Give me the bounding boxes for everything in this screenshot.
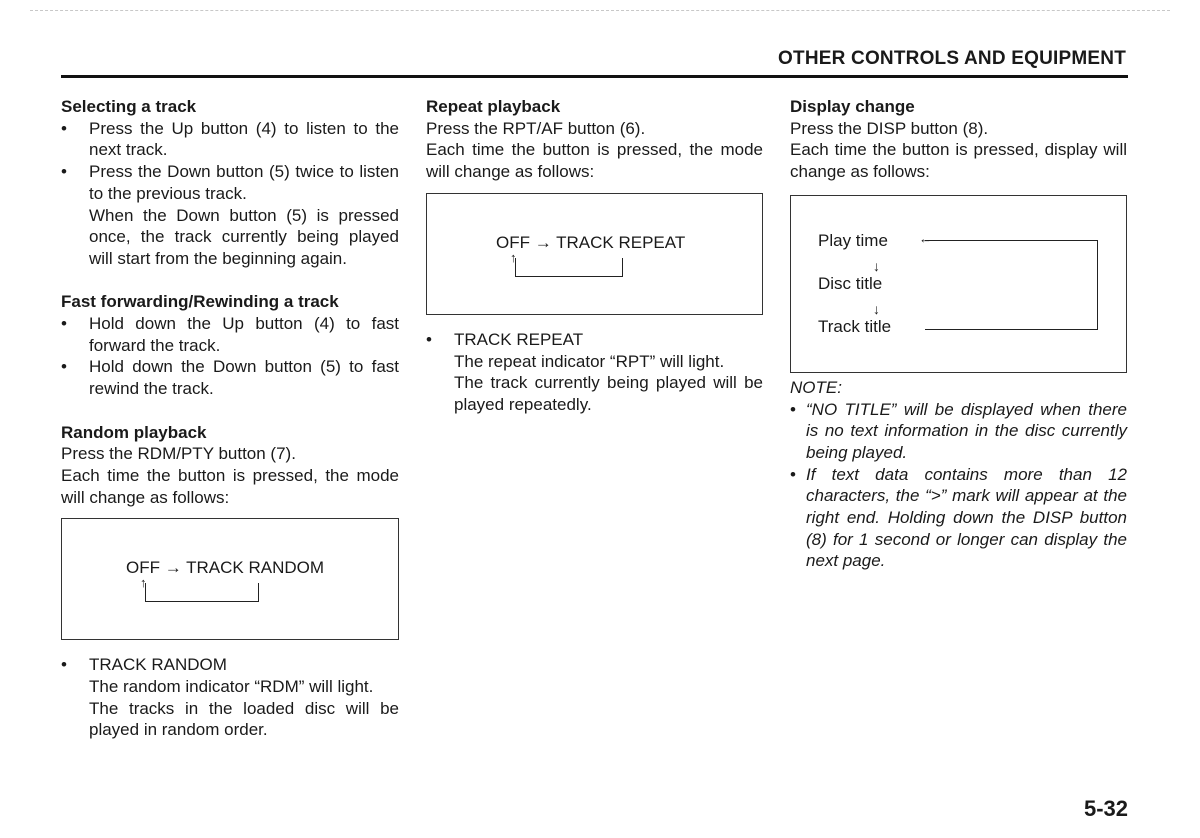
random-instruction-mode: Each time the button is pressed, the mode will change as follows: [61,465,399,507]
list-item [61,356,399,399]
list-item [790,464,1127,573]
column-3 [790,96,1127,572]
arrow-up-icon: ↑ [510,249,517,265]
display-item-track-title: Track title [818,316,892,336]
scan-edge-marks [30,10,1170,13]
section-title-fast: Fast forwarding/Rewinding a track [61,292,339,312]
repeat-mode-flow: OFF → TRACK REPEAT [496,232,686,252]
loop-line [515,258,623,277]
arrow-down-icon: ↓ [873,257,880,274]
list-item [61,313,399,356]
display-item-play-time: Play time [818,230,888,250]
bullet-continuation: The random indicator “RDM” will light. [89,677,374,697]
display-instruction: Press the DISP button (8). [790,118,989,138]
list-item [61,118,399,161]
display-item-disc-title: Disc title [818,273,883,293]
repeat-instruction: Press the RPT/AF button (6). [426,118,646,138]
bullet-text: Hold down the Up button (4) to fast forward the track. [89,314,399,355]
bullet-continuation: The repeat indicator “RPT” will light. [454,351,725,371]
section-title-display: Display change [790,97,915,116]
column-1 [61,96,399,741]
bullet-dot: • [790,464,796,484]
repeat-mode-diagram [426,193,763,315]
page-number: 5-32 [1083,796,1128,821]
arrow-down-icon: ↓ [873,300,880,317]
column-2 [426,96,763,416]
random-mode-diagram [61,518,399,640]
bullet-text: TRACK RANDOM [89,655,227,675]
random-mode-flow: OFF → TRACK RANDOM [126,558,325,578]
note-title: NOTE: [790,377,842,397]
repeat-instruction-mode: Each time the button is pressed, the mode will change as follows: [426,140,763,182]
note-text: If text data contains more than 12 characters, the “>” mark will appear at the right end. Holding down the DISP button (8) for 1 second or longer can display the next page. [806,464,1127,571]
bullet-dot: • [61,357,67,377]
loop-line [145,583,259,602]
list-item [790,399,1127,464]
bullet-dot: • [61,118,67,138]
bullet-continuation: The tracks in the loaded disc will be played in random order. [89,698,399,740]
bullet-text: Press the Up button (4) to listen to the next track. [89,118,399,160]
note-text: “NO TITLE” will be displayed when there is no text information in the disc currently being played. [806,399,1127,462]
bullet-dot: • [61,162,67,182]
header-rule [61,75,1128,78]
bullet-continuation: When the Down button (5) is pressed once, the track currently being played will start from the beginning again. [89,205,399,268]
bullet-dot: • [790,399,796,419]
list-item [61,654,399,676]
list-item [61,161,399,204]
section-title-random: Random playback [61,422,207,442]
arrow-left-icon: ← [919,230,932,246]
random-instruction: Press the RDM/PTY button (7). [61,444,296,464]
display-instruction-mode: Each time the button is pressed, display will change as follows: [790,140,1127,182]
bullet-continuation: The track currently being played will be played repeatedly. [454,373,763,414]
bullet-dot: • [426,329,432,349]
list-item [426,329,763,351]
display-mode-diagram [790,195,1127,373]
section-title-selecting: Selecting a track [61,97,197,116]
bullet-text: Press the Down button (5) twice to listen to the previous track. [89,162,399,203]
bullet-text: TRACK REPEAT [454,329,584,349]
bullet-dot: • [61,314,67,334]
section-title-repeat: Repeat playback [426,97,561,116]
loop-line [925,240,1098,330]
arrow-up-icon: ↑ [140,575,147,591]
bullet-text: Hold down the Down button (5) to fast rewind the track. [89,357,399,399]
bullet-dot: • [61,655,67,675]
page-header-title: OTHER CONTROLS AND EQUIPMENT [778,48,1126,69]
